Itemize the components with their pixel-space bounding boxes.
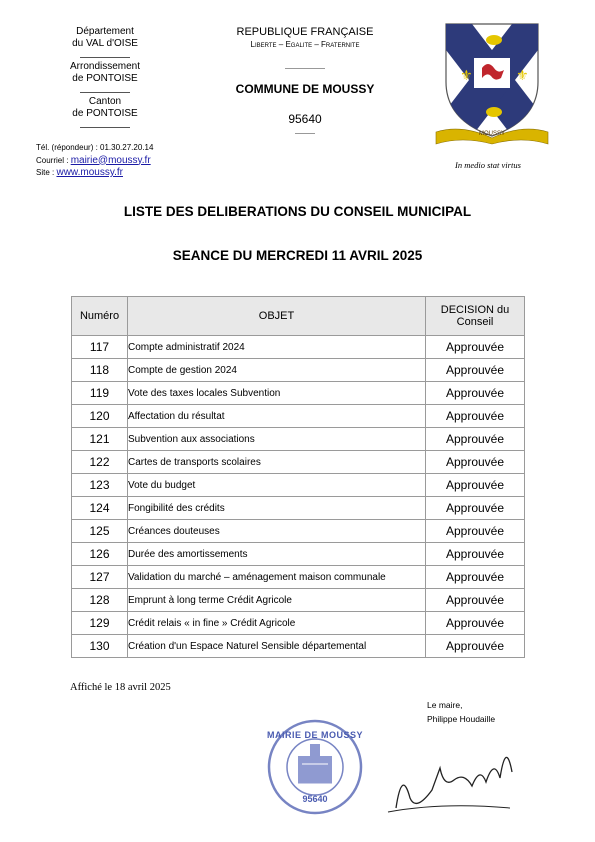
row-numero: 123 (72, 474, 128, 497)
stamp-top-text: MAIRIE DE MOUSSY (266, 730, 363, 740)
handwritten-signature (382, 728, 522, 818)
divider (295, 133, 315, 134)
row-decision: Approuvée (426, 474, 525, 497)
page-subtitle: SEANCE DU MERCREDI 11 AVRIL 2025 (172, 248, 423, 263)
email-label: Courriel : (36, 155, 69, 165)
row-objet: Crédit relais « in fine » Crédit Agricole (128, 612, 426, 635)
commune-name: COMMUNE DE MOUSSY (235, 82, 375, 96)
row-objet: Compte de gestion 2024 (128, 359, 426, 382)
deliberations-table (71, 296, 525, 658)
row-objet: Vote des taxes locales Subvention (128, 382, 426, 405)
row-decision: Approuvée (426, 359, 525, 382)
table-row (72, 520, 525, 543)
row-numero: 117 (72, 336, 128, 359)
row-decision: Approuvée (426, 405, 525, 428)
row-objet: Affectation du résultat (128, 405, 426, 428)
row-numero: 130 (72, 635, 128, 658)
stamp-bottom-text: 95640 (302, 794, 328, 804)
motto: In medio stat virtus (455, 160, 521, 170)
row-objet: Vote du budget (128, 474, 426, 497)
site-link[interactable]: www.moussy.fr (56, 167, 123, 178)
row-numero: 121 (72, 428, 128, 451)
signature-name: Philippe Houdaille (427, 714, 496, 724)
contact-block (36, 142, 196, 180)
row-numero: 120 (72, 405, 128, 428)
coat-of-arms (432, 20, 552, 145)
row-decision: Approuvée (426, 520, 525, 543)
row-decision: Approuvée (426, 451, 525, 474)
devise: Liberte – Egalite – Fraternite (250, 40, 360, 49)
row-numero: 127 (72, 566, 128, 589)
departement-line2: du VAL d'OISE (72, 38, 138, 49)
email-line (36, 155, 196, 168)
email-link[interactable]: mairie@moussy.fr (70, 154, 151, 166)
table-row (72, 428, 525, 451)
row-objet: Cartes de transports scolaires (128, 451, 426, 474)
header-decision: DECISION du Conseil (426, 297, 525, 336)
table-header-row (72, 297, 525, 336)
republique: REPUBLIQUE FRANÇAISE (236, 26, 374, 38)
crest-banner: MOUSSY (478, 131, 505, 137)
row-objet: Fongibilité des crédits (128, 497, 426, 520)
row-decision: Approuvée (426, 336, 525, 359)
row-objet: Créances douteuses (128, 520, 426, 543)
row-decision: Approuvée (426, 589, 525, 612)
row-numero: 128 (72, 589, 128, 612)
row-decision: Approuvée (426, 566, 525, 589)
arrondissement-line2: de PONTOISE (72, 73, 138, 84)
table-row (72, 635, 525, 658)
table-row (72, 336, 525, 359)
table-row (72, 589, 525, 612)
row-decision: Approuvée (426, 612, 525, 635)
mairie-stamp (266, 718, 364, 816)
row-numero: 118 (72, 359, 128, 382)
site-label: Site : (36, 168, 55, 177)
header-center (200, 26, 410, 49)
table-row (72, 543, 525, 566)
row-objet: Compte administratif 2024 (128, 336, 426, 359)
row-objet: Emprunt à long terme Crédit Agricole (128, 589, 426, 612)
row-objet: Durée des amortissements (128, 543, 426, 566)
row-numero: 126 (72, 543, 128, 566)
svg-text:⚜: ⚜ (460, 68, 473, 84)
table-row (72, 451, 525, 474)
row-objet: Validation du marché – aménagement maison communale (128, 566, 426, 589)
svg-text:⚜: ⚜ (516, 68, 529, 84)
header-numero: Numéro (72, 297, 128, 336)
row-decision: Approuvée (426, 382, 525, 405)
header-left (50, 26, 160, 50)
row-objet: Subvention aux associations (128, 428, 426, 451)
table-row (72, 474, 525, 497)
phone-number: Tél. (répondeur) : 01.30.27.20.14 (36, 143, 154, 152)
departement-line1: Département (76, 26, 134, 37)
row-objet: Création d'un Espace Naturel Sensible départemental (128, 635, 426, 658)
row-decision: Approuvée (426, 497, 525, 520)
posting-date: Affiché le 18 avril 2025 (70, 682, 171, 693)
row-numero: 129 (72, 612, 128, 635)
row-numero: 119 (72, 382, 128, 405)
table-row (72, 566, 525, 589)
canton (50, 96, 160, 120)
arrondissement (50, 61, 160, 85)
canton-line1: Canton (88, 96, 122, 107)
canton-line2: de PONTOISE (72, 108, 138, 119)
row-decision: Approuvée (426, 428, 525, 451)
divider (80, 127, 130, 128)
signature-role: Le maire, (427, 700, 463, 710)
table-row (72, 382, 525, 405)
site-line (36, 167, 196, 180)
row-decision: Approuvée (426, 635, 525, 658)
signature-block (427, 698, 495, 726)
table-row (72, 497, 525, 520)
divider (285, 68, 325, 69)
postal-code: 95640 (288, 112, 322, 126)
table-row (72, 405, 525, 428)
row-numero: 124 (72, 497, 128, 520)
page-title: LISTE DES DELIBERATIONS DU CONSEIL MUNICIPAL (123, 204, 472, 219)
divider (80, 92, 130, 93)
divider (80, 57, 130, 58)
arrondissement-line1: Arrondissement (69, 61, 141, 72)
row-numero: 122 (72, 451, 128, 474)
row-decision: Approuvée (426, 543, 525, 566)
row-numero: 125 (72, 520, 128, 543)
table-row (72, 359, 525, 382)
header-objet: OBJET (128, 297, 426, 336)
table-row (72, 612, 525, 635)
